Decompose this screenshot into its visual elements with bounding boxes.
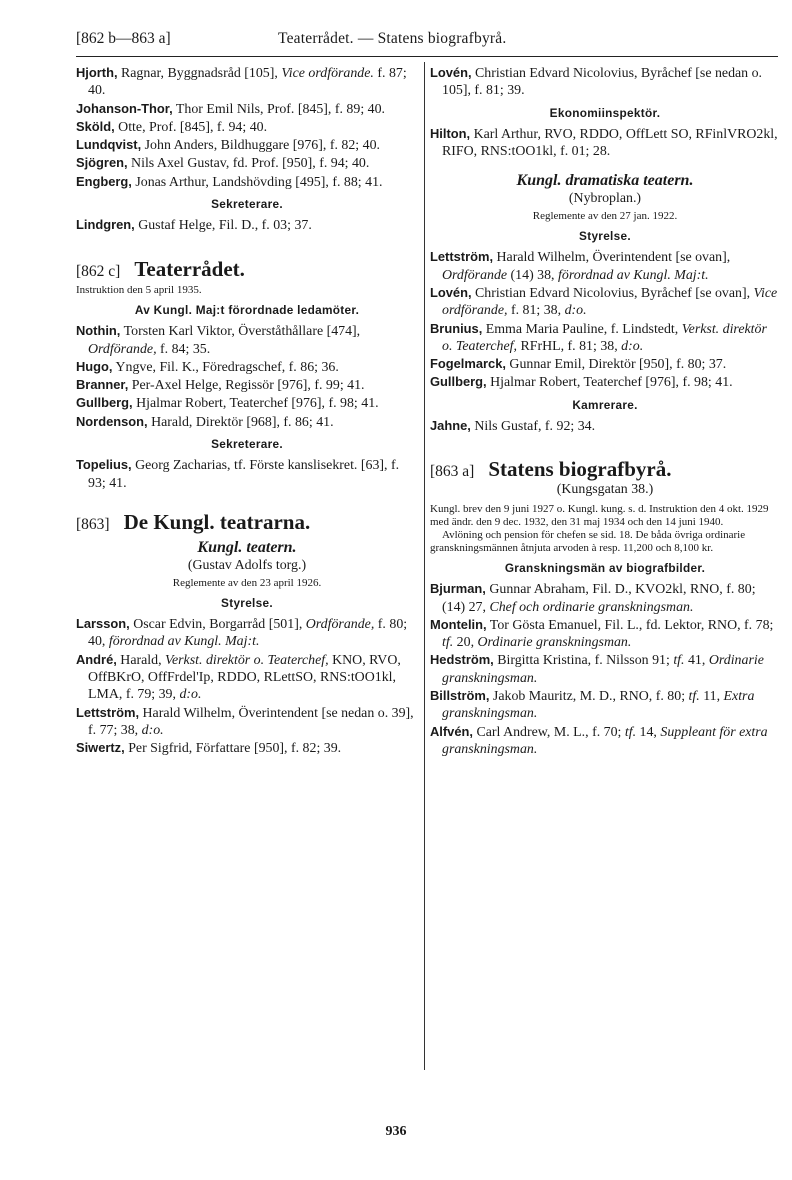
person-role: tf. bbox=[442, 635, 454, 651]
person-role: Ordinarie granskningsman. bbox=[477, 635, 632, 651]
person-details: Otte, Prof. [845], f. 94; 40. bbox=[114, 119, 268, 135]
person-name: Lovén, bbox=[430, 284, 472, 300]
person-details: Birgitta Kristina, f. Nilsson 91; bbox=[493, 653, 674, 669]
person-name: Siwertz, bbox=[76, 740, 125, 756]
person-details: Oscar Edvin, Borgarråd [501], bbox=[129, 617, 306, 633]
kamrerare-heading: Kamrerare. bbox=[572, 397, 638, 412]
ekonomiinspektor-heading: Ekonomiinspektör. bbox=[549, 105, 661, 120]
person-role: Ordförande bbox=[442, 267, 508, 283]
reglemente-note: Reglemente av den 27 jan. 1922. bbox=[532, 210, 678, 223]
header-title: Teaterrådet. — Statens biografbyrå. bbox=[278, 30, 507, 47]
list-item bbox=[76, 118, 418, 136]
person-name: Hugo, bbox=[76, 358, 113, 374]
section-heading-teaterradet bbox=[76, 256, 418, 281]
person-name: Montelin, bbox=[430, 616, 487, 632]
right-top-entries bbox=[430, 64, 780, 100]
list-item bbox=[76, 651, 418, 704]
person-role: d:o. bbox=[621, 338, 644, 354]
person-details: Gunnar Abraham, Fil. D., KVO2kl, RNO, f. 80; (14) 27, bbox=[442, 582, 756, 615]
person-details: Torsten Karl Viktor, Överståthållare [474], bbox=[120, 324, 361, 340]
person-details: 14, bbox=[636, 724, 661, 740]
person-details: (14) 38, bbox=[507, 267, 559, 283]
person-name: Lettström, bbox=[430, 249, 494, 265]
person-name: Lindgren, bbox=[76, 217, 135, 233]
header-section-ref: [862 b—863 a] bbox=[76, 30, 171, 47]
person-name: Lovén, bbox=[430, 65, 472, 80]
person-name: Gullberg, bbox=[76, 395, 133, 411]
salary-note: Avlöning och pension för chefen se sid. 18. De båda övriga ordinarie granskningsmännen åtnjuta arvoden à resp. 11,200 och 8,100 kr. bbox=[430, 528, 746, 554]
list-item bbox=[76, 394, 418, 412]
list-item bbox=[430, 355, 780, 373]
list-item bbox=[430, 723, 780, 759]
list-item bbox=[76, 615, 418, 651]
person-details: Harald, Direktör [968], f. 86; 41. bbox=[147, 414, 334, 430]
person-name: Fogelmarck, bbox=[430, 356, 506, 372]
person-name: Nordenson, bbox=[76, 413, 148, 429]
column-separator bbox=[424, 62, 425, 1070]
list-item bbox=[430, 320, 780, 356]
person-details: Jakob Mauritz, M. D., RNO, f. 80; bbox=[489, 689, 689, 705]
person-role: Extra granskningsman. bbox=[442, 689, 755, 722]
person-details: f. 87; 40. bbox=[88, 66, 407, 99]
person-role: förordnad av Kungl. Maj:t. bbox=[108, 634, 260, 650]
subsection-title: Kungl. dramatiska teatern. bbox=[516, 172, 694, 190]
person-name: Nothin, bbox=[76, 323, 121, 339]
styrelse-heading: Styrelse. bbox=[221, 595, 273, 610]
sekreterare-heading: Sekreterare. bbox=[211, 197, 283, 212]
person-details: Per Sigfrid, Författare [950], f. 82; 39. bbox=[124, 741, 342, 757]
person-details: Harald Wilhelm, Överintendent [se ovan], bbox=[493, 250, 731, 266]
section-number: [862 c] bbox=[76, 262, 121, 280]
person-name: Hjorth, bbox=[76, 65, 118, 80]
section-heading-teatrarna bbox=[76, 509, 418, 534]
section-number: [863 a] bbox=[430, 463, 475, 481]
person-details: f. 80; 40, bbox=[88, 617, 408, 650]
list-item bbox=[76, 136, 418, 154]
person-details: Gunnar Emil, Direktör [950], f. 80; 37. bbox=[505, 357, 727, 373]
person-name: Topelius, bbox=[76, 457, 132, 473]
section-title: Statens biografbyrå. bbox=[488, 457, 672, 482]
person-details: Tor Gösta Emanuel, Fil. L., fd. Lektor, RNO, f. 78; bbox=[486, 617, 774, 633]
person-name: Hedström, bbox=[430, 652, 494, 668]
list-item bbox=[76, 704, 418, 740]
person-details: 11, bbox=[699, 689, 724, 705]
biografbyra-entries bbox=[430, 580, 780, 758]
person-role: tf. bbox=[624, 724, 637, 740]
person-name: Brunius, bbox=[430, 320, 483, 336]
teaterradet-entries bbox=[76, 322, 418, 431]
person-name: Lundqvist, bbox=[76, 137, 142, 153]
list-item bbox=[430, 373, 780, 391]
dramatiska-entries bbox=[430, 248, 780, 391]
list-item bbox=[430, 125, 780, 161]
list-item bbox=[430, 64, 780, 100]
teatrarna-entries bbox=[76, 615, 418, 757]
person-details: Yngve, Fil. K., Föredragschef, f. 86; 36. bbox=[112, 359, 339, 375]
ledamoter-heading: Av Kungl. Maj:t förordnade ledamöter. bbox=[134, 302, 360, 317]
person-details: Christian Edvard Nicolovius, Byråchef [se nedan o. 105], f. 81; 39. bbox=[442, 66, 763, 99]
person-role: Ordinarie granskningsman. bbox=[442, 653, 764, 686]
list-item bbox=[76, 456, 418, 492]
person-name: Billström, bbox=[430, 688, 490, 704]
list-item bbox=[76, 376, 418, 394]
list-item bbox=[430, 651, 780, 687]
section-number: [863] bbox=[76, 515, 110, 533]
person-role: d:o. bbox=[141, 722, 164, 738]
list-item bbox=[76, 739, 418, 757]
person-name: Larsson, bbox=[76, 616, 130, 632]
address: (Gustav Adolfs torg.) bbox=[187, 557, 307, 573]
person-details: Christian Edvard Nicolovius, Byråchef [se ovan], bbox=[471, 285, 754, 301]
person-name: Alfvén, bbox=[430, 723, 473, 739]
person-details: RFrHL, f. 81; 38, bbox=[516, 338, 622, 354]
list-item bbox=[76, 64, 418, 100]
person-name: Branner, bbox=[76, 377, 129, 393]
person-details: Nils Gustaf, f. 92; 34. bbox=[470, 419, 596, 435]
person-details: Nils Axel Gustav, fd. Prof. [950], f. 94; 40. bbox=[127, 156, 370, 172]
person-details: Harald, bbox=[116, 652, 166, 668]
person-name: Bjurman, bbox=[430, 581, 486, 597]
instruktion-note: Instruktion den 5 april 1935. bbox=[76, 283, 202, 296]
person-name: André, bbox=[76, 651, 117, 667]
person-role: d:o. bbox=[564, 303, 587, 319]
person-role: Verkst. direktör o. Teaterchef, bbox=[442, 321, 767, 354]
subsection-title: Kungl. teatern. bbox=[197, 539, 297, 557]
person-role: tf. bbox=[673, 653, 685, 669]
list-item bbox=[76, 154, 418, 172]
page-number: 936 bbox=[385, 1124, 407, 1139]
address: (Kungsgatan 38.) bbox=[556, 481, 654, 497]
person-details: Harald Wilhelm, Överintendent [se nedan o. 39], f. 77; 38, bbox=[88, 705, 414, 738]
person-role: tf. bbox=[688, 689, 700, 705]
list-item bbox=[430, 284, 780, 320]
person-details: Hjalmar Robert, Teaterchef [976], f. 98; 41. bbox=[132, 396, 379, 412]
sekreterare-heading: Sekreterare. bbox=[211, 437, 283, 452]
left-column bbox=[76, 64, 418, 758]
person-role: förordnad av Kungl. Maj:t. bbox=[558, 267, 709, 283]
person-role: d:o. bbox=[179, 687, 202, 703]
person-details: Carl Andrew, M. L., f. 70; bbox=[472, 724, 625, 740]
section-title: De Kungl. teatrarna. bbox=[123, 509, 311, 534]
person-details: Hjalmar Robert, Teaterchef [976], f. 98; 41. bbox=[486, 375, 733, 391]
person-details: Gustaf Helge, Fil. D., f. 03; 37. bbox=[134, 218, 312, 234]
list-item bbox=[76, 322, 418, 358]
person-name: Jahne, bbox=[430, 418, 471, 434]
section-title: Teaterrådet. bbox=[134, 256, 245, 281]
person-role: Vice ordförande. bbox=[281, 66, 374, 81]
person-details: Georg Zacharias, tf. Förste kanslisekret. [63], f. 93; 41. bbox=[88, 458, 400, 491]
person-role: Ordförande, bbox=[88, 341, 157, 357]
person-name: Gullberg, bbox=[430, 374, 487, 390]
section-heading-biografbyra bbox=[430, 457, 780, 482]
list-item bbox=[76, 413, 418, 431]
person-role: Chef och ordinarie granskningsman. bbox=[489, 599, 694, 615]
list-item bbox=[76, 100, 418, 118]
granskningsman-heading: Granskningsmän av biografbilder. bbox=[504, 560, 706, 575]
person-role: Suppleant för extra granskningsman. bbox=[442, 724, 768, 757]
header-rule bbox=[76, 56, 778, 57]
person-details: Ragnar, Byggnadsråd [105], bbox=[117, 66, 282, 81]
person-details: 41, bbox=[684, 653, 709, 669]
list-item bbox=[430, 417, 780, 435]
reglemente-note: Reglemente av den 23 april 1926. bbox=[172, 576, 322, 589]
person-details: Jonas Arthur, Landshövding [495], f. 88; 41. bbox=[131, 174, 383, 190]
styrelse-heading: Styrelse. bbox=[579, 229, 631, 244]
person-name: Johanson-Thor, bbox=[76, 100, 173, 116]
running-header bbox=[76, 30, 776, 52]
left-top-entries bbox=[76, 64, 418, 191]
person-details: Thor Emil Nils, Prof. [845], f. 89; 40. bbox=[172, 101, 386, 117]
list-item bbox=[76, 358, 418, 376]
right-column bbox=[430, 64, 780, 758]
list-item bbox=[430, 248, 780, 284]
person-details: Karl Arthur, RVO, RDDO, OffLett SO, RFinlVRO2kl, RIFO, RNS:tOO1kl, f. 01; 28. bbox=[442, 126, 778, 160]
address: (Nybroplan.) bbox=[568, 190, 642, 206]
list-item bbox=[430, 616, 780, 652]
person-role: Vice ordförande, bbox=[442, 285, 778, 319]
person-details: KNO, RVO, OffBKrO, OffFrdel'Ip, RDDO, RLettSO, RNS:tOO1kl, LMA, f. 79; 39, bbox=[88, 652, 401, 703]
person-name: Sjögren, bbox=[76, 155, 128, 171]
list-item bbox=[76, 216, 418, 234]
person-name: Hilton, bbox=[430, 125, 471, 141]
person-details: John Anders, Bildhuggare [976], f. 82; 40. bbox=[141, 138, 380, 154]
person-details: f. 81; 38, bbox=[507, 303, 565, 319]
person-role: Verkst. direktör o. Teaterchef, bbox=[165, 652, 329, 668]
person-details: f. 84; 35. bbox=[156, 341, 211, 357]
person-name: Sköld, bbox=[76, 118, 115, 134]
person-details: Emma Maria Pauline, f. Lindstedt, bbox=[482, 321, 682, 337]
person-name: Engberg, bbox=[76, 173, 132, 189]
person-details: 20, bbox=[453, 635, 478, 651]
list-item bbox=[430, 687, 780, 723]
list-item bbox=[76, 173, 418, 191]
person-name: Lettström, bbox=[76, 704, 140, 720]
legal-note: Kungl. brev den 9 juni 1927 o. Kungl. kung. s. d. Instruktion den 4 okt. 1929 med ändr. den 9 dec. 1932, den 31 maj 1934 och den 14 juni 1940. bbox=[430, 502, 769, 528]
person-role: Ordförande, bbox=[305, 617, 375, 633]
person-details: Per-Axel Helge, Regissör [976], f. 99; 41. bbox=[128, 378, 365, 394]
list-item bbox=[430, 580, 780, 616]
